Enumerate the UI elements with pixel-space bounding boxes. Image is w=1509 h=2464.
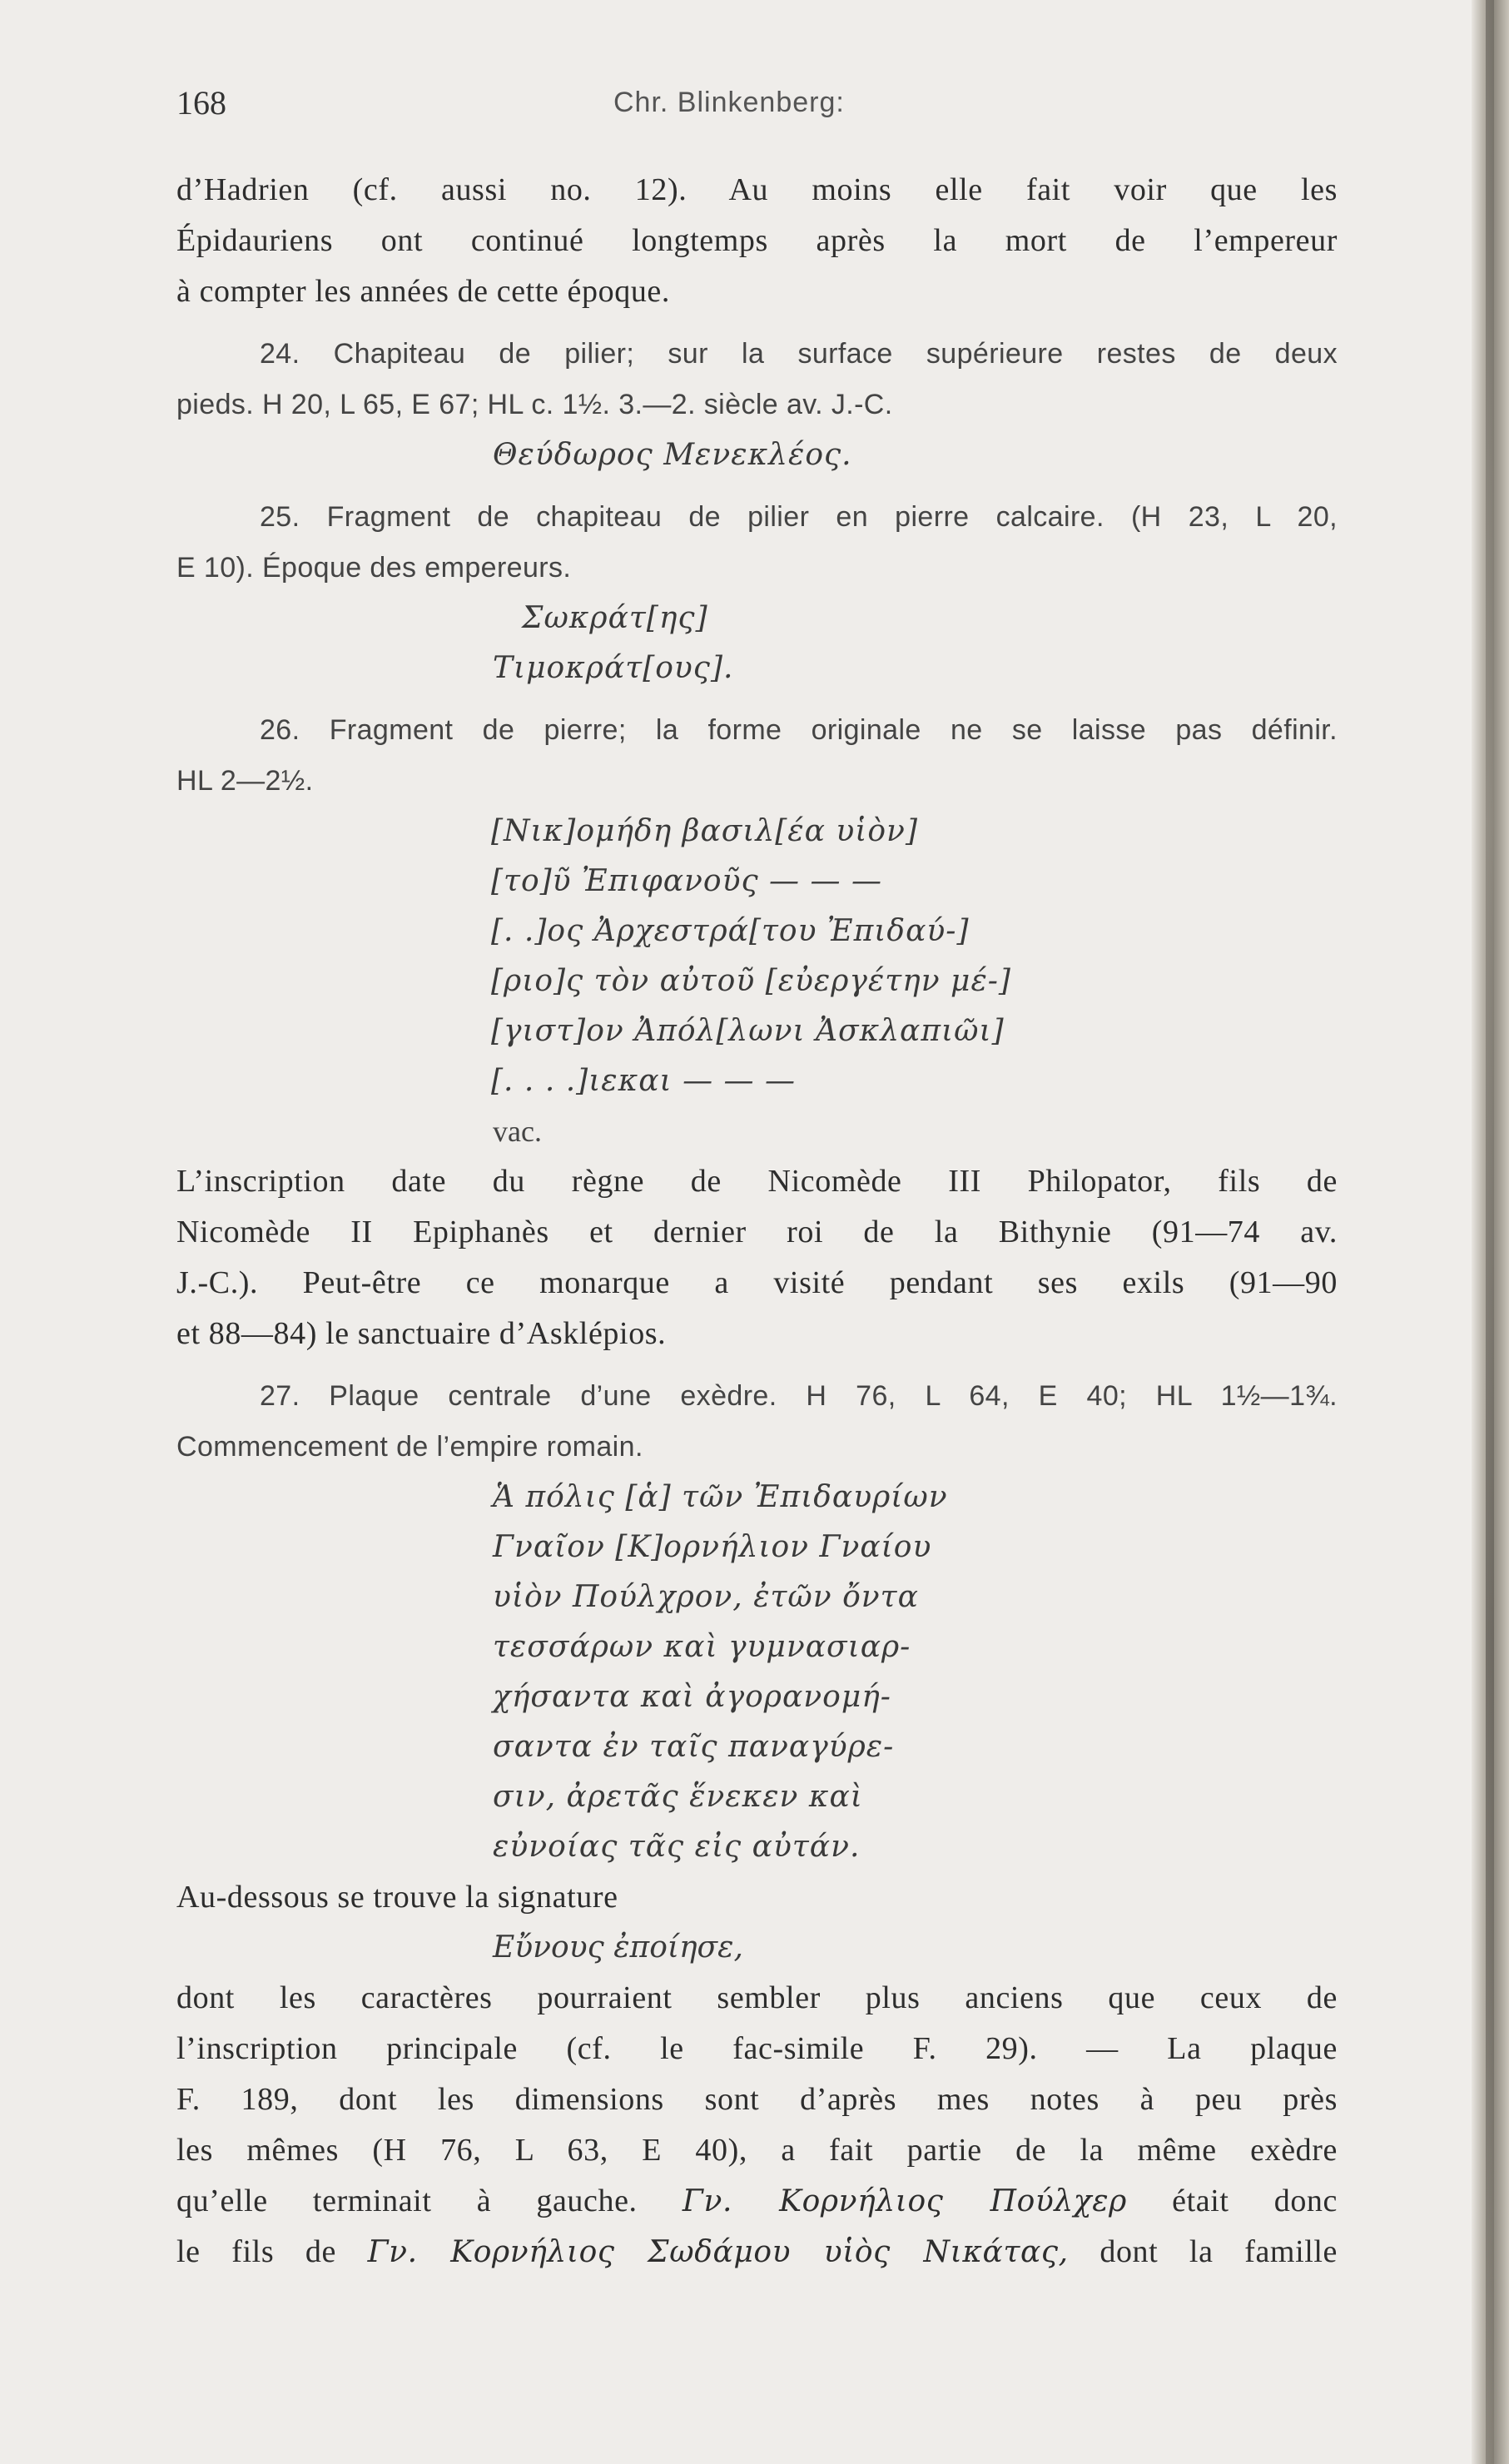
- entry-27-greek: Ἁ πόλις [ἁ] τῶν Ἐπιδαυρίων: [493, 1480, 948, 1514]
- entry-25-greek: Τιμοκράτ[ους].: [493, 651, 734, 685]
- greek-name: Γν. Κορνήλιος Πούλχερ: [682, 2184, 1127, 2218]
- entry-27-greek: υἱὸν Πούλχρον, ἐτῶν ὄντα: [493, 1580, 919, 1614]
- entry-26-greek: [το]ῦ Ἐπιφανοῦς — — —: [491, 864, 882, 898]
- entry-27-commentary: F. 189, dont les dimensions sont d’après mes notes à peu près: [176, 2082, 1338, 2117]
- intro-line: Épidauriens ont continué longtemps après la mort de l’empereur: [176, 223, 1338, 258]
- signature: Εὔνους ἐποίησε,: [493, 1930, 743, 1965]
- entry-27-greek: σιν, ἀρετᾶς ἕνεκεν καὶ: [493, 1780, 863, 1814]
- entry-26-commentary: L’inscription date du règne de Nicomède III Philopator, fils de: [176, 1164, 1338, 1199]
- vacat-mark: vac.: [493, 1115, 542, 1148]
- entry-26-greek: [. .]ος Ἀρχεστρά[του Ἐπιδαύ-]: [491, 914, 970, 948]
- page-edge-binding: [1486, 0, 1494, 2464]
- entry-26-commentary: et 88—84) le sanctuaire d’Asklépios.: [176, 1316, 667, 1351]
- entry-26-commentary: Nicomède II Epiphanès et dernier roi de la Bithynie (91—74 av.: [176, 1215, 1338, 1249]
- page-number: 168: [176, 84, 226, 122]
- entry-27-greek: χήσαντα καὶ ἀγορανομή-: [493, 1680, 891, 1714]
- entry-27-line: 27. Plaque centrale d’une exèdre. H 76, L 64, E 40; HL 1½—1¾.: [260, 1380, 1338, 1412]
- signature-intro: Au-dessous se trouve la signature: [176, 1880, 618, 1915]
- entry-27-commentary: l’inscription principale (cf. le fac-simile F. 29). — La plaque: [176, 2031, 1338, 2066]
- entry-27-line: Commencement de l’empire romain.: [176, 1431, 643, 1463]
- entry-27-greek: σαντα ἐν ταῖς παναγύρε-: [493, 1730, 895, 1764]
- entry-26-line: HL 2—2½.: [176, 765, 314, 797]
- entry-26-line: 26. Fragment de pierre; la forme originale ne se laisse pas définir.: [260, 714, 1338, 746]
- entry-26-greek: [ριο]ς τὸν αὐτοῦ [εὐεργέτην μέ-]: [491, 964, 1011, 998]
- entry-26-greek: [. . . .]ιεκαι — — —: [491, 1064, 796, 1098]
- greek-name: Γν. Κορνήλιος Σωδάμου υἱὸς Νικάτας,: [367, 2235, 1069, 2269]
- intro-line: d’Hadrien (cf. aussi no. 12). Au moins elle fait voir que les: [176, 172, 1338, 207]
- entry-27-commentary: dont les caractères pourraient sembler plus anciens que ceux de: [176, 1980, 1338, 2015]
- intro-line: à compter les années de cette époque.: [176, 274, 670, 309]
- page-header: [176, 83, 1342, 133]
- entry-25-line: 25. Fragment de chapiteau de pilier en pierre calcaire. (H 23, L 20,: [260, 501, 1338, 533]
- entry-27-commentary: [176, 2176, 1338, 2227]
- commentary-text: le fils de: [176, 2234, 368, 2269]
- commentary-text: était donc: [1126, 2183, 1338, 2218]
- entry-27-greek: εὐνοίας τᾶς εἰς αὐτάν.: [493, 1830, 861, 1864]
- commentary-text: qu’elle terminait à gauche.: [176, 2183, 683, 2218]
- entry-26-greek: [Νικ]ομήδη βασιλ[έα υἱὸν]: [491, 814, 918, 848]
- entry-27-greek: Γναῖον [Κ]ορνήλιον Γναίου: [493, 1530, 932, 1564]
- entry-27-commentary: les mêmes (H 76, L 63, E 40), a fait partie de la même exèdre: [176, 2133, 1338, 2168]
- entry-27-commentary: [176, 2227, 1338, 2278]
- page-body: [176, 165, 1338, 2278]
- entry-25-line: E 10). Époque des empereurs.: [176, 552, 572, 584]
- commentary-text: dont la famille: [1068, 2234, 1338, 2269]
- entry-27-greek: τεσσάρων καὶ γυμνασιαρ-: [493, 1630, 911, 1664]
- entry-26-commentary: J.-C.). Peut-être ce monarque a visité pendant ses exils (91—90: [176, 1265, 1338, 1300]
- entry-26-greek: [γιστ]ον Ἀπόλ[λωνι Ἀσκλαπιῶι]: [491, 1014, 1005, 1048]
- entry-24-line: 24. Chapiteau de pilier; sur la surface supérieure restes de deux: [260, 338, 1338, 370]
- entry-24-greek: Θεύδωρος Μενεκλέος.: [493, 438, 852, 472]
- entry-24-line: pieds. H 20, L 65, E 67; HL c. 1½. 3.—2. siècle av. J.-C.: [176, 389, 893, 420]
- entry-25-greek: Σωκράτ[ης]: [522, 601, 708, 635]
- running-head: Chr. Blinkenberg:: [613, 87, 845, 118]
